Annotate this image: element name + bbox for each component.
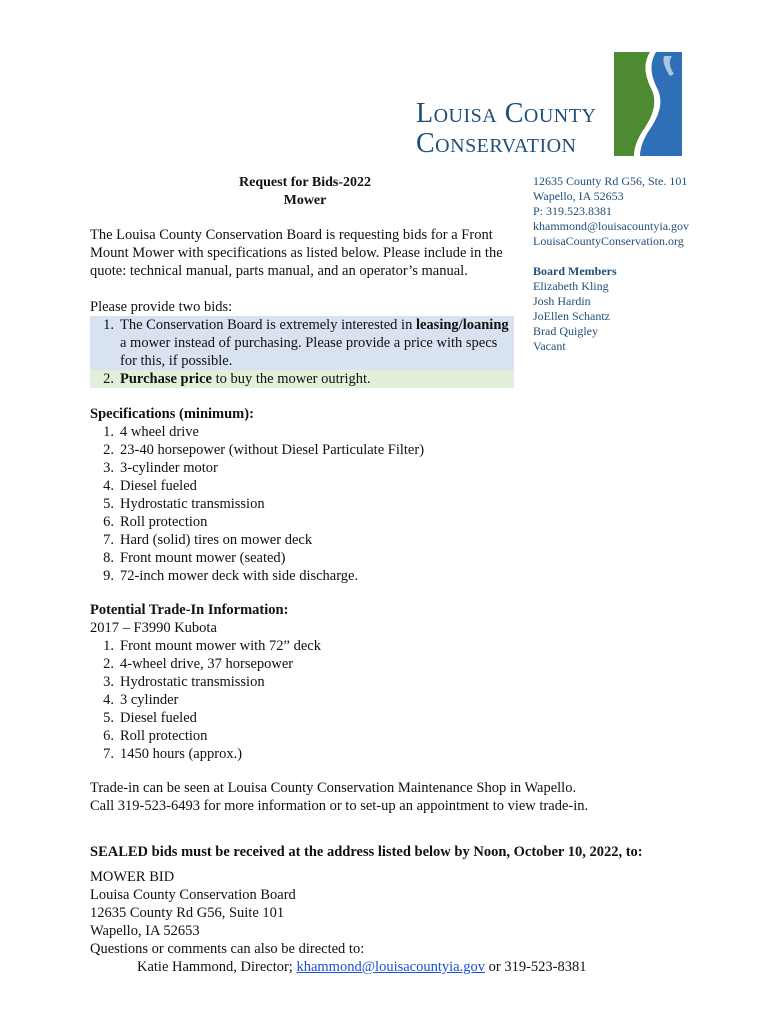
spec-item-text: Diesel fueled xyxy=(120,478,197,494)
list-number: 7. xyxy=(103,746,114,762)
spec-item xyxy=(90,531,730,549)
sealed-heading: SEALED bids must be received at the address listed below by Noon, October 10, 2022, to: xyxy=(90,844,643,860)
list-number: 2. xyxy=(103,442,114,458)
board-member: Vacant xyxy=(533,339,566,353)
spec-item xyxy=(90,477,730,495)
spec-item xyxy=(90,549,730,567)
mailing-line: Questions or comments can also be directed to: xyxy=(90,941,365,957)
list-number: 4. xyxy=(103,478,114,494)
mailing-line: Louisa County Conservation Board xyxy=(90,887,296,903)
spec-item xyxy=(90,495,730,513)
tradein-item xyxy=(90,745,730,763)
tradein-note-call: Call 319-523-6493 for more information or to set-up an appointment to view trade-in. xyxy=(90,798,589,814)
page-title: Request for Bids-2022 xyxy=(239,175,371,190)
board-member: Josh Hardin xyxy=(533,294,591,308)
mailing-line: MOWER BID xyxy=(90,869,175,885)
tradein-notes xyxy=(90,779,750,815)
specs-section xyxy=(90,405,730,585)
spec-item-text: Hard (solid) tires on mower deck xyxy=(120,532,313,548)
purchase-emphasis: Purchase price xyxy=(120,371,212,387)
board-member: JoEllen Schantz xyxy=(533,309,610,323)
spec-item-text: Hydrostatic transmission xyxy=(120,496,265,512)
logo-wordmark xyxy=(416,100,596,158)
tradein-item xyxy=(90,691,730,709)
tradein-item xyxy=(90,727,730,745)
email-link[interactable]: khammond@louisacountyia.gov xyxy=(533,219,690,233)
list-number: 6. xyxy=(103,728,114,744)
tradein-item xyxy=(90,637,730,655)
address-line-1: 12635 County Rd G56, Ste. 101 xyxy=(533,174,688,188)
contact-sidebar xyxy=(533,174,733,354)
tradein-item xyxy=(90,673,730,691)
tradein-item-text: Front mount mower with 72” deck xyxy=(120,638,321,654)
contact-line: Katie Hammond, Director; khammond@louisacountyia.gov or 319-523-8381 xyxy=(137,959,587,975)
logo-line-2: Conservation xyxy=(416,128,577,159)
tradein-item-text: Hydrostatic transmission xyxy=(120,674,265,690)
tradein-item-text: Diesel fueled xyxy=(120,710,197,726)
mailing-block xyxy=(90,868,750,976)
tradein-section xyxy=(90,601,730,763)
tradein-item-text: 3 cylinder xyxy=(120,692,179,708)
address-line-2: Wapello, IA 52653 xyxy=(533,189,624,203)
director-email-link[interactable]: khammond@louisacountyia.gov xyxy=(296,959,485,975)
spec-item xyxy=(90,459,730,477)
specs-list xyxy=(90,423,730,585)
spec-item xyxy=(90,441,730,459)
spec-item-text: 72-inch mower deck with side discharge. xyxy=(120,568,359,584)
list-number: 1. xyxy=(103,638,114,654)
tradein-item xyxy=(90,655,730,673)
tradein-note-location: Trade-in can be seen at Louisa County Conservation Maintenance Shop in Wapello. xyxy=(90,780,577,796)
list-number: 6. xyxy=(103,514,114,530)
list-number: 5. xyxy=(103,496,114,512)
tradein-item-text: 1450 hours (approx.) xyxy=(120,746,243,762)
tradein-model: 2017 – F3990 Kubota xyxy=(90,620,217,636)
tradein-item-text: 4-wheel drive, 37 horsepower xyxy=(120,656,294,672)
logo-line-1: Louisa County xyxy=(416,98,597,129)
specs-heading: Specifications (minimum): xyxy=(90,406,254,422)
list-number: 3. xyxy=(103,674,114,690)
spec-item-text: 4 wheel drive xyxy=(120,424,199,440)
list-number: 2. xyxy=(103,656,114,672)
website-link[interactable]: LouisaCountyConservation.org xyxy=(533,234,684,248)
list-number: 7. xyxy=(103,532,114,548)
tradein-list xyxy=(90,637,730,763)
spec-item xyxy=(90,423,730,441)
tradein-heading: Potential Trade-In Information: xyxy=(90,602,289,618)
bid-item-lease: 1. The Conservation Board is extremely interested in leasing/loaning a mower instead of purchasing. Please provide a price with specs for this, if possible. xyxy=(90,316,514,370)
request-title-block xyxy=(200,174,410,210)
phone: P: 319.523.8381 xyxy=(533,204,613,218)
list-number: 3. xyxy=(103,460,114,476)
spec-item-text: 23-40 horsepower (without Diesel Particulate Filter) xyxy=(120,442,425,458)
spec-item xyxy=(90,567,730,585)
list-number: 8. xyxy=(103,550,114,566)
bids-section xyxy=(90,298,514,388)
spec-item xyxy=(90,513,730,531)
bids-label: Please provide two bids: xyxy=(90,299,233,315)
intro-paragraph: The Louisa County Conservation Board is requesting bids for a Front Mount Mower with specifications as listed below. Please include in the quote: technical manual, parts manual, and an operator’s manual. xyxy=(90,227,503,279)
river-logo-icon xyxy=(612,52,682,156)
list-number: 4. xyxy=(103,692,114,708)
list-number: 9. xyxy=(103,568,114,584)
list-number: 1. xyxy=(103,317,114,333)
list-number: 2. xyxy=(103,371,114,387)
mailing-line: Wapello, IA 52653 xyxy=(90,923,200,939)
board-heading: Board Members xyxy=(533,264,617,278)
tradein-item xyxy=(90,709,730,727)
spec-item-text: 3-cylinder motor xyxy=(120,460,218,476)
list-number: 1. xyxy=(103,424,114,440)
board-members-list xyxy=(533,279,733,354)
tradein-item-text: Roll protection xyxy=(120,728,208,744)
page-subtitle: Mower xyxy=(283,193,327,208)
board-member: Brad Quigley xyxy=(533,324,598,338)
bid-item-purchase: 2. Purchase price to buy the mower outright. xyxy=(90,370,514,388)
board-member: Elizabeth Kling xyxy=(533,279,609,293)
spec-item-text: Front mount mower (seated) xyxy=(120,550,286,566)
mailing-line: 12635 County Rd G56, Suite 101 xyxy=(90,905,285,921)
spec-item-text: Roll protection xyxy=(120,514,208,530)
list-number: 5. xyxy=(103,710,114,726)
lease-emphasis: leasing/loaning xyxy=(415,317,509,333)
